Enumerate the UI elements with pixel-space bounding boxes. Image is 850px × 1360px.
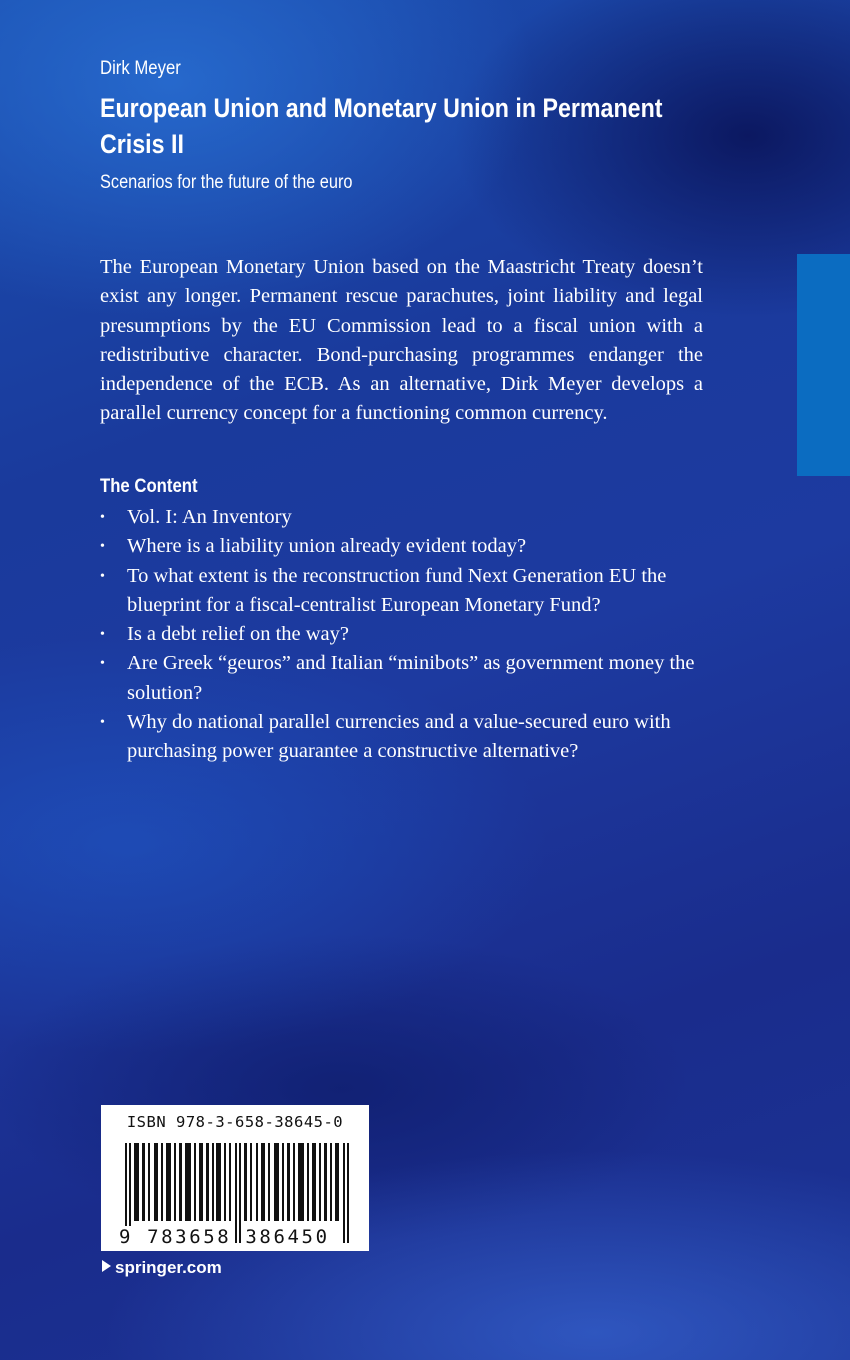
- bullet-icon: •: [100, 539, 105, 555]
- list-item: • Why do national parallel currencies and a value-secured euro with purchasing power guarantee a constructive alternative?: [100, 708, 720, 767]
- list-item: • Where is a liability union already evident today?: [100, 532, 720, 561]
- book-title: European Union and Monetary Union in Permanent Crisis II: [100, 93, 663, 159]
- book-description: The European Monetary Union based on the Maastricht Treaty doesn’t exist any longer. Permanent rescue parachutes, joint liability and legal presumptions by the EU Commission lead to a fiscal union with a redistributive character. Bond-purchasing programmes endanger the independence of the ECB. As an alternative, Dirk Meyer develops a parallel currency concept for a functioning common currency.: [100, 256, 703, 425]
- play-arrow-icon: [102, 1260, 111, 1272]
- side-accent-tab: [797, 254, 850, 476]
- content-heading: The Content: [100, 476, 198, 497]
- bullet-icon: •: [100, 510, 105, 525]
- isbn-barcode: [101, 1105, 369, 1251]
- author-name: Dirk Meyer: [100, 58, 181, 79]
- list-item: • To what extent is the reconstruction fund Next Generation EU the blueprint for a fiscal-centralist European Monetary Fund?: [100, 562, 720, 621]
- list-item: • Is a debt relief on the way?: [100, 620, 720, 649]
- content-list: [100, 503, 720, 767]
- list-item: • Vol. I: An Inventory: [100, 503, 720, 532]
- bullet-icon: •: [100, 568, 105, 584]
- bullet-icon: •: [100, 627, 105, 643]
- book-subtitle: Scenarios for the future of the euro: [100, 172, 353, 193]
- barcode-digits: 9 783658 386450: [119, 1226, 330, 1248]
- bullet-icon: •: [100, 656, 105, 672]
- isbn-label: ISBN 978-3-658-38645-0: [126, 1113, 344, 1131]
- publisher-link[interactable]: springer.com: [102, 1258, 222, 1278]
- list-item: • Are Greek “geuros” and Italian “minibots” as government money the solution?: [100, 649, 720, 708]
- bullet-icon: •: [100, 715, 105, 731]
